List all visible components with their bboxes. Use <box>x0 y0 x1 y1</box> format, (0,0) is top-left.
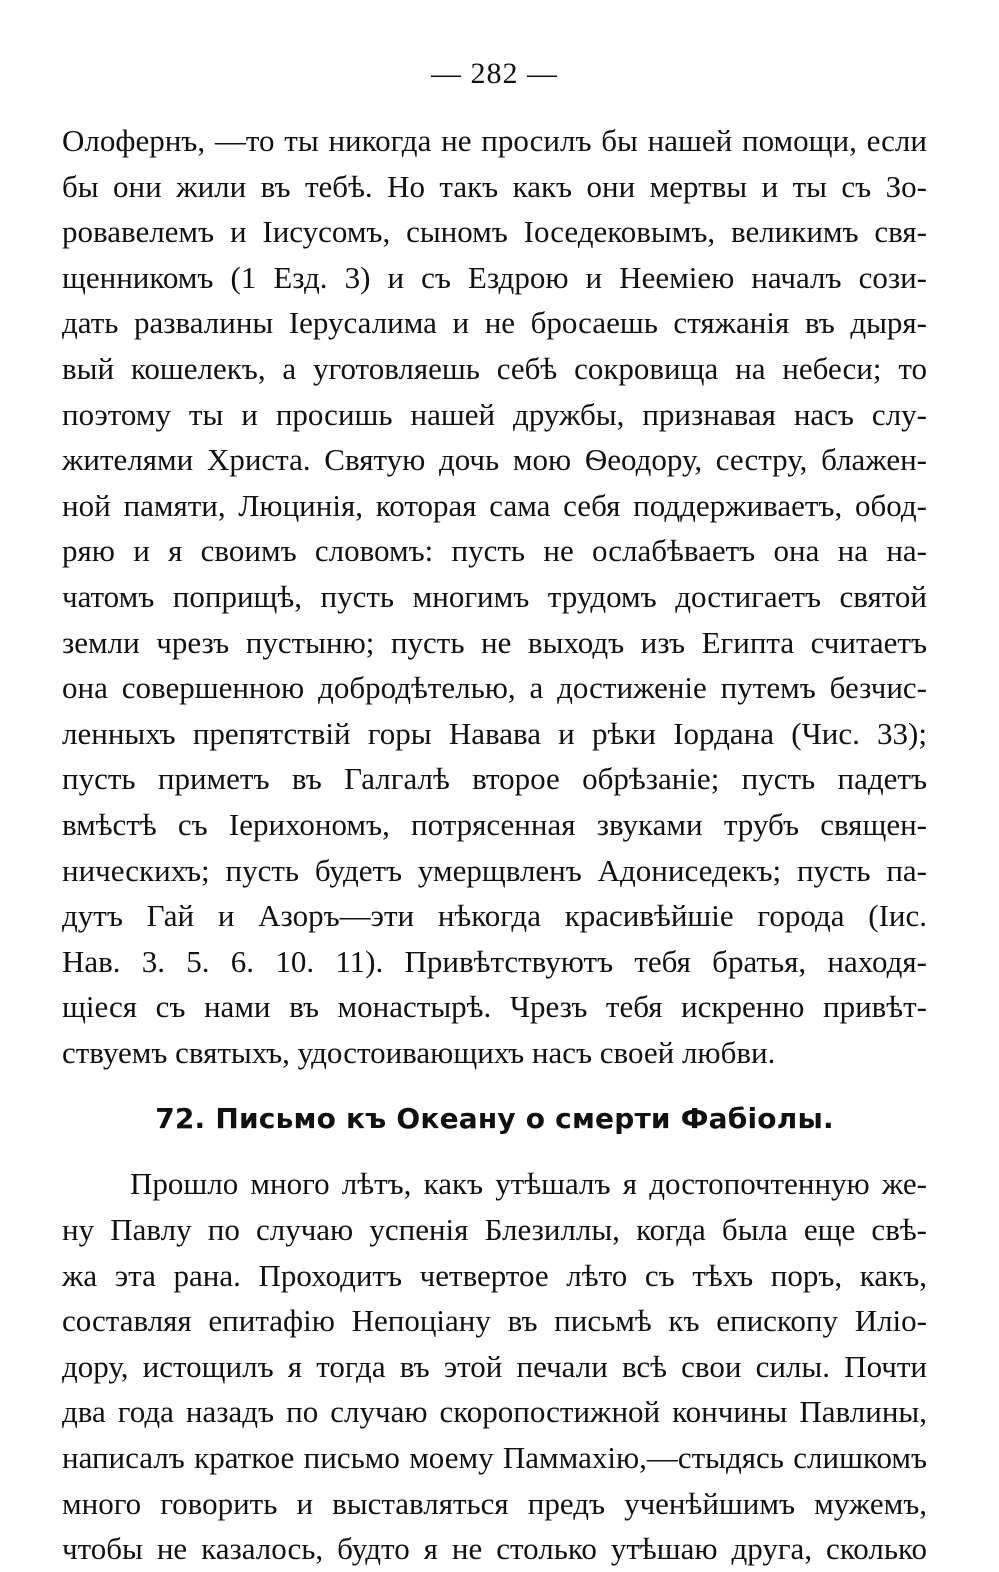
page-number: — 282 — <box>431 57 558 90</box>
text-line: два года назадъ по случаю скоропостижной кончины Павлины, <box>62 1394 927 1430</box>
text-line: Прошло много лѣтъ, какъ утѣшалъ я достопочтенную же- <box>130 1166 927 1202</box>
text-line: Нав. 3. 5. 6. 10. 11). Привѣтствуютъ тебя братья, находя- <box>62 943 927 979</box>
text-line: поэтому ты и просишь нашей дружбы, признавая насъ слу- <box>62 396 927 432</box>
text-line: ряю и я своимъ словомъ: пусть не ослабѣваетъ она на на- <box>62 533 927 569</box>
text-line: вмѣстѣ съ Іерихономъ, потрясенная звуками трубъ священ- <box>62 806 927 842</box>
book-page <box>62 54 927 1572</box>
text-line: много говорить и выставляться предъ ученѣйшимъ мужемъ, <box>62 1485 927 1521</box>
paragraph-letter-72 <box>62 1161 927 1571</box>
text-line: дать развалины Іерусалима и не бросаешь стяжанія въ дыря- <box>62 305 927 341</box>
text-line: жа эта рана. Проходитъ четвертое лѣто съ тѣхъ поръ, какъ, <box>62 1257 927 1293</box>
text-line: ленныхъ препятствій горы Навава и рѣки Іордана (Чис. 33); <box>62 715 927 751</box>
text-line: земли чрезъ пустыню; пусть не выходъ изъ Египта считаетъ <box>62 624 927 660</box>
text-line: составляя епитафію Непоціану въ письмѣ къ епископу Иліо- <box>62 1303 927 1339</box>
text-line: щіеся съ нами въ монастырѣ. Чрезъ тебя искренно привѣт- <box>62 989 927 1025</box>
text-line: дутъ Гай и Азоръ—эти нѣкогда красивѣйшіе города (Іис. <box>62 898 927 934</box>
text-line: ну Павлу по случаю успенія Блезиллы, когда была еще свѣ- <box>62 1212 927 1248</box>
text-line: Олофернъ, —то ты никогда не просилъ бы нашей помощи, если <box>62 123 927 158</box>
section-heading: 72. Письмо къ Океану о смерти Фабіолы. <box>155 1102 834 1136</box>
text-line: щенникомъ (1 Езд. 3) и съ Ездрою и Нееміею началъ сози- <box>62 259 927 295</box>
text-line: чтобы не казалось, будто я не столько утѣшаю друга, сколько <box>62 1531 927 1567</box>
text-line: дору, истощилъ я тогда въ этой печали всѣ свои силы. Почти <box>62 1348 927 1384</box>
text-line: чатомъ поприщѣ, пусть многимъ трудомъ достигаетъ святой <box>62 578 927 614</box>
text-line: бы они жили въ тебѣ. Но такъ какъ они мертвы и ты съ Зо- <box>62 168 927 204</box>
text-line: ной памяти, Люцинія, которая сама себя поддерживаетъ, обод- <box>62 487 927 523</box>
text-line: она совершенною добродѣтелью, а достиженіе путемъ безчис- <box>62 670 927 706</box>
text-line: ническихъ; пусть будетъ умерщвленъ Адониседекъ; пусть па- <box>62 852 927 888</box>
text-line: вый кошелекъ, а уготовляешь себѣ сокровища на небеси; то <box>62 350 927 386</box>
paragraph-continuation <box>62 118 927 1075</box>
text-line: пусть приметъ въ Галгалѣ второе обрѣзаніе; пусть падетъ <box>62 761 927 797</box>
text-line: ровавелемъ и Іисусомъ, сыномъ Іоседековымъ, великимъ свя- <box>62 214 927 250</box>
text-line: написалъ краткое письмо моему Паммахію,—стыдясь слишкомъ <box>62 1440 927 1476</box>
text-line: жителями Христа. Святую дочь мою Ѳеодору, сестру, блажен- <box>62 442 927 478</box>
text-line: ствуемъ святыхъ, удостоивающихъ насъ своей любви. <box>62 1034 776 1070</box>
